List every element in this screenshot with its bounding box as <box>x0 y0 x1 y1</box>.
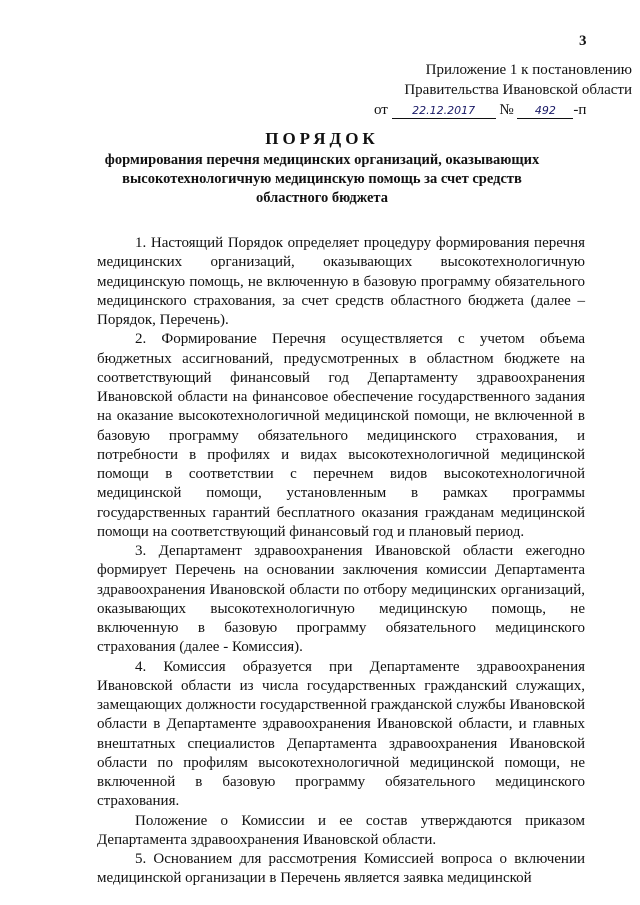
paragraph-4: 4. Комиссия образуется при Департаменте здравоохранения Ивановской области из числа государственных гражданский служащих, замещающих должности государственной гражданской службы Ивановской области в Департаменте здравоохранения Ивановской области, и главных внештатных специалистов Департамента здравоохранения Ивановской области по профилям высокотехнологичной медицинской помощи, не включенной в базовую программу обязательного медицинского страхования. <box>97 658 585 810</box>
appendix-reference-line <box>370 100 632 120</box>
paragraph-3: 3. Департамент здравоохранения Ивановской области ежегодно формирует Перечень на основании заключения комиссии Департамента здравоохранения Ивановской области по отбору медицинских организаций, оказывающих высокотехнологичную медицинскую помощь, не включенную в базовую программу обязательного медицинского страхования (далее - Комиссия). <box>97 543 585 656</box>
appendix-line-2: Правительства Ивановской области <box>404 82 632 98</box>
appendix-line-1: Приложение 1 к постановлению <box>425 62 632 78</box>
paragraph-5: 5. Основанием для рассмотрения Комиссией вопроса о включении медицинской организации в Перечень является заявка медицинской <box>97 851 585 887</box>
resolution-number: 492 <box>517 104 573 119</box>
title-subtitle: формирования перечня медицинских организаций, оказывающих высокотехнологичную медицинскую помощь за счет средств областного бюджета <box>104 152 540 206</box>
page-number: 3 <box>579 33 587 49</box>
number-suffix: -п <box>573 102 587 118</box>
from-label: от <box>374 102 388 118</box>
number-label: № <box>499 102 514 118</box>
title-heading: ПОРЯДОК <box>265 129 379 148</box>
paragraph-1: 1. Настоящий Порядок определяет процедуру формирования перечня медицинских организаций, оказывающих высокотехнологичную медицинскую помощь, не включенную в базовую программу обязательного медицинского страхования, за счет средств областного бюджета (далее – Порядок, Перечень). <box>97 235 585 328</box>
appendix-header <box>370 60 632 120</box>
document-title <box>96 127 548 208</box>
paragraph-2: 2. Формирование Перечня осуществляется с учетом объема бюджетных ассигнований, предусмотренных в областном бюджете на соответствующий финансовый год Департаменту здравоохранения Ивановской области на финансовое обеспечение государственного задания на оказание высокотехнологичной медицинской помощи, не включенной в базовую программу обязательного медицинского страхования, и потребности в профилях и видах высокотехнологичной медицинской помощи в соответствии с перечнем видов высокотехнологичной медицинской помощи, установленным в рамках программы государственных гарантий бесплатного оказания гражданам медицинской помощи на соответствующий финансовый год и плановый период. <box>97 331 585 540</box>
document-body <box>97 234 585 889</box>
paragraph-4-note: Положение о Комиссии и ее состав утверждаются приказом Департамента здравоохранения Ивановской области. <box>97 812 585 848</box>
resolution-date: 22.12.2017 <box>392 104 496 119</box>
